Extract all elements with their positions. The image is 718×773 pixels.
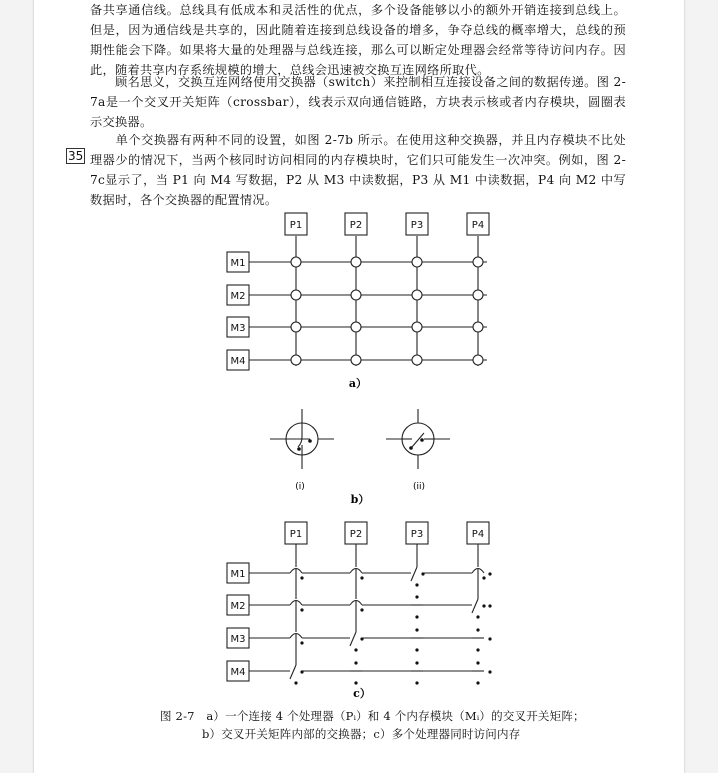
switch-terminal-dot <box>415 648 418 651</box>
switch-terminal-dot <box>360 637 363 640</box>
switch-terminal-dot <box>308 439 312 443</box>
switch-terminal-dot <box>415 628 418 631</box>
figure-2-7b-switches <box>270 409 450 506</box>
switch-terminal-dot <box>421 572 424 575</box>
switch-terminal-dot <box>300 641 303 644</box>
switch-terminal-dot <box>488 637 491 640</box>
figure-label-a: a） <box>348 377 368 390</box>
switch-circle <box>351 290 361 300</box>
memory-box-label: M4 <box>230 667 246 678</box>
memory-box-label: M4 <box>230 356 246 367</box>
processor-box-label: P1 <box>289 220 303 231</box>
switch-terminal-dot <box>415 661 418 664</box>
switch-terminal-dot <box>409 446 413 450</box>
processor-box-label: P2 <box>349 529 363 540</box>
switch-circle <box>291 257 301 267</box>
switch-terminal-dot <box>360 608 363 611</box>
switch-terminal-dot <box>354 648 357 651</box>
processor-box-label: P1 <box>289 529 303 540</box>
processor-box-label: P3 <box>410 529 424 540</box>
switch-turn-link <box>472 599 478 613</box>
figure-label-b-ii: (ii) <box>412 482 426 492</box>
paragraph-switch-settings: 单个交换器有两种不同的设置，如图 2-7b 所示。在使用这种交换器，并且内存模块不比处理器少的情况下，当两个核同时访问相同的内存模块时，它们只可能发生一次冲突。例如，图 2-7c显示了，当 P1 向 M4 写数据，P2 从 M3 中读数据，P3 从 M1 中读数据，P4 向 M2 中写数据时，各个交换器的配置情况。 <box>90 133 626 207</box>
switch-circle <box>473 322 483 332</box>
switch-setting-i <box>270 409 334 469</box>
switch-terminal-dot <box>294 681 297 684</box>
memory-box-label: M3 <box>230 634 246 645</box>
switch-terminal-dot <box>360 576 363 579</box>
figure-2-7c-configuration <box>227 522 492 700</box>
switch-circle <box>473 355 483 365</box>
switch-terminal-dot <box>420 438 424 442</box>
switch-turn-link <box>350 632 356 646</box>
processor-box-label: P2 <box>349 220 363 231</box>
switch-terminal-dot <box>354 681 357 684</box>
switch-terminal-dot <box>476 661 479 664</box>
switch-circle <box>412 290 422 300</box>
figure-label-b-i: (i) <box>295 482 305 492</box>
switch-terminal-dot <box>476 648 479 651</box>
switch-terminal-dot <box>415 681 418 684</box>
processor-box-label: P4 <box>471 220 485 231</box>
paragraph-bus: 备共享通信线。总线具有低成本和灵活性的优点，多个设备能够以小的额外开销连接到总线上。但是，因为通信线是共享的，因此随着连接到总线设备的增多，争夺总线的概率增大，总线的预期性能会下降。如果将大量的处理器与总线连接，那么可以断定处理器会经常等待访问内存。因此，随着共享内存系统规模的增大，总线会迅速被交换互连网络所取代。 <box>90 3 626 77</box>
switch-circle <box>351 355 361 365</box>
memory-box-label: M3 <box>230 323 246 334</box>
switch-terminal-dot <box>300 576 303 579</box>
switch-terminal-dot <box>354 661 357 664</box>
switch-circle <box>473 290 483 300</box>
figure-2-7 <box>34 0 684 773</box>
switch-circle <box>291 355 301 365</box>
switch-terminal-dot <box>476 681 479 684</box>
switch-circle <box>291 290 301 300</box>
processor-box-label: P3 <box>410 220 424 231</box>
figure-label-c: c） <box>353 687 371 700</box>
switch-terminal-dot <box>300 670 303 673</box>
paragraph-switched-network: 顾名思义，交换互连网络使用交换器（switch）来控制相互连接设备之间的数据传递。图 2-7a是一个交叉开关矩阵（crossbar），线表示双向通信链路，方块表示核或者内存模块，圆圈表示交换器。 <box>90 75 626 129</box>
switch-terminal-dot <box>488 604 491 607</box>
switch-circle <box>412 257 422 267</box>
switch-terminal-dot <box>415 583 418 586</box>
page-margin-number: 35 <box>68 149 84 163</box>
switch-terminal-dot <box>476 628 479 631</box>
memory-box-label: M1 <box>230 258 246 269</box>
switch-terminal-dot <box>297 447 301 451</box>
book-page <box>34 0 684 773</box>
figure-2-7a-crossbar <box>227 213 489 390</box>
switch-circle <box>291 322 301 332</box>
switch-terminal-dot <box>488 670 491 673</box>
switch-terminal-dot <box>300 608 303 611</box>
switch-terminal-dot <box>482 604 485 607</box>
switch-terminal-dot <box>476 615 479 618</box>
processor-box-label: P4 <box>471 529 485 540</box>
switch-terminal-dot <box>415 615 418 618</box>
switch-circle <box>351 257 361 267</box>
switch-turn-link <box>411 567 417 581</box>
figure-caption-line2: b）交叉开关矩阵内部的交换器；c）多个处理器同时访问内存 <box>202 727 521 741</box>
memory-box-label: M1 <box>230 569 246 580</box>
switch-terminal-dot <box>488 572 491 575</box>
memory-box-label: M2 <box>230 601 246 612</box>
switch-circle <box>412 322 422 332</box>
switch-setting-ii <box>386 409 450 469</box>
switch-circle <box>412 355 422 365</box>
figure-caption-line1: 图 2-7 a）一个连接 4 个处理器（Pᵢ）和 4 个内存模块（Mᵢ）的交叉开关矩阵； <box>160 709 585 723</box>
switch-turn-link <box>290 665 296 679</box>
memory-box-label: M2 <box>230 291 246 302</box>
switch-terminal-dot <box>415 595 418 598</box>
figure-label-b: b） <box>350 493 370 506</box>
switch-circle <box>473 257 483 267</box>
switch-circle <box>351 322 361 332</box>
switch-terminal-dot <box>482 576 485 579</box>
